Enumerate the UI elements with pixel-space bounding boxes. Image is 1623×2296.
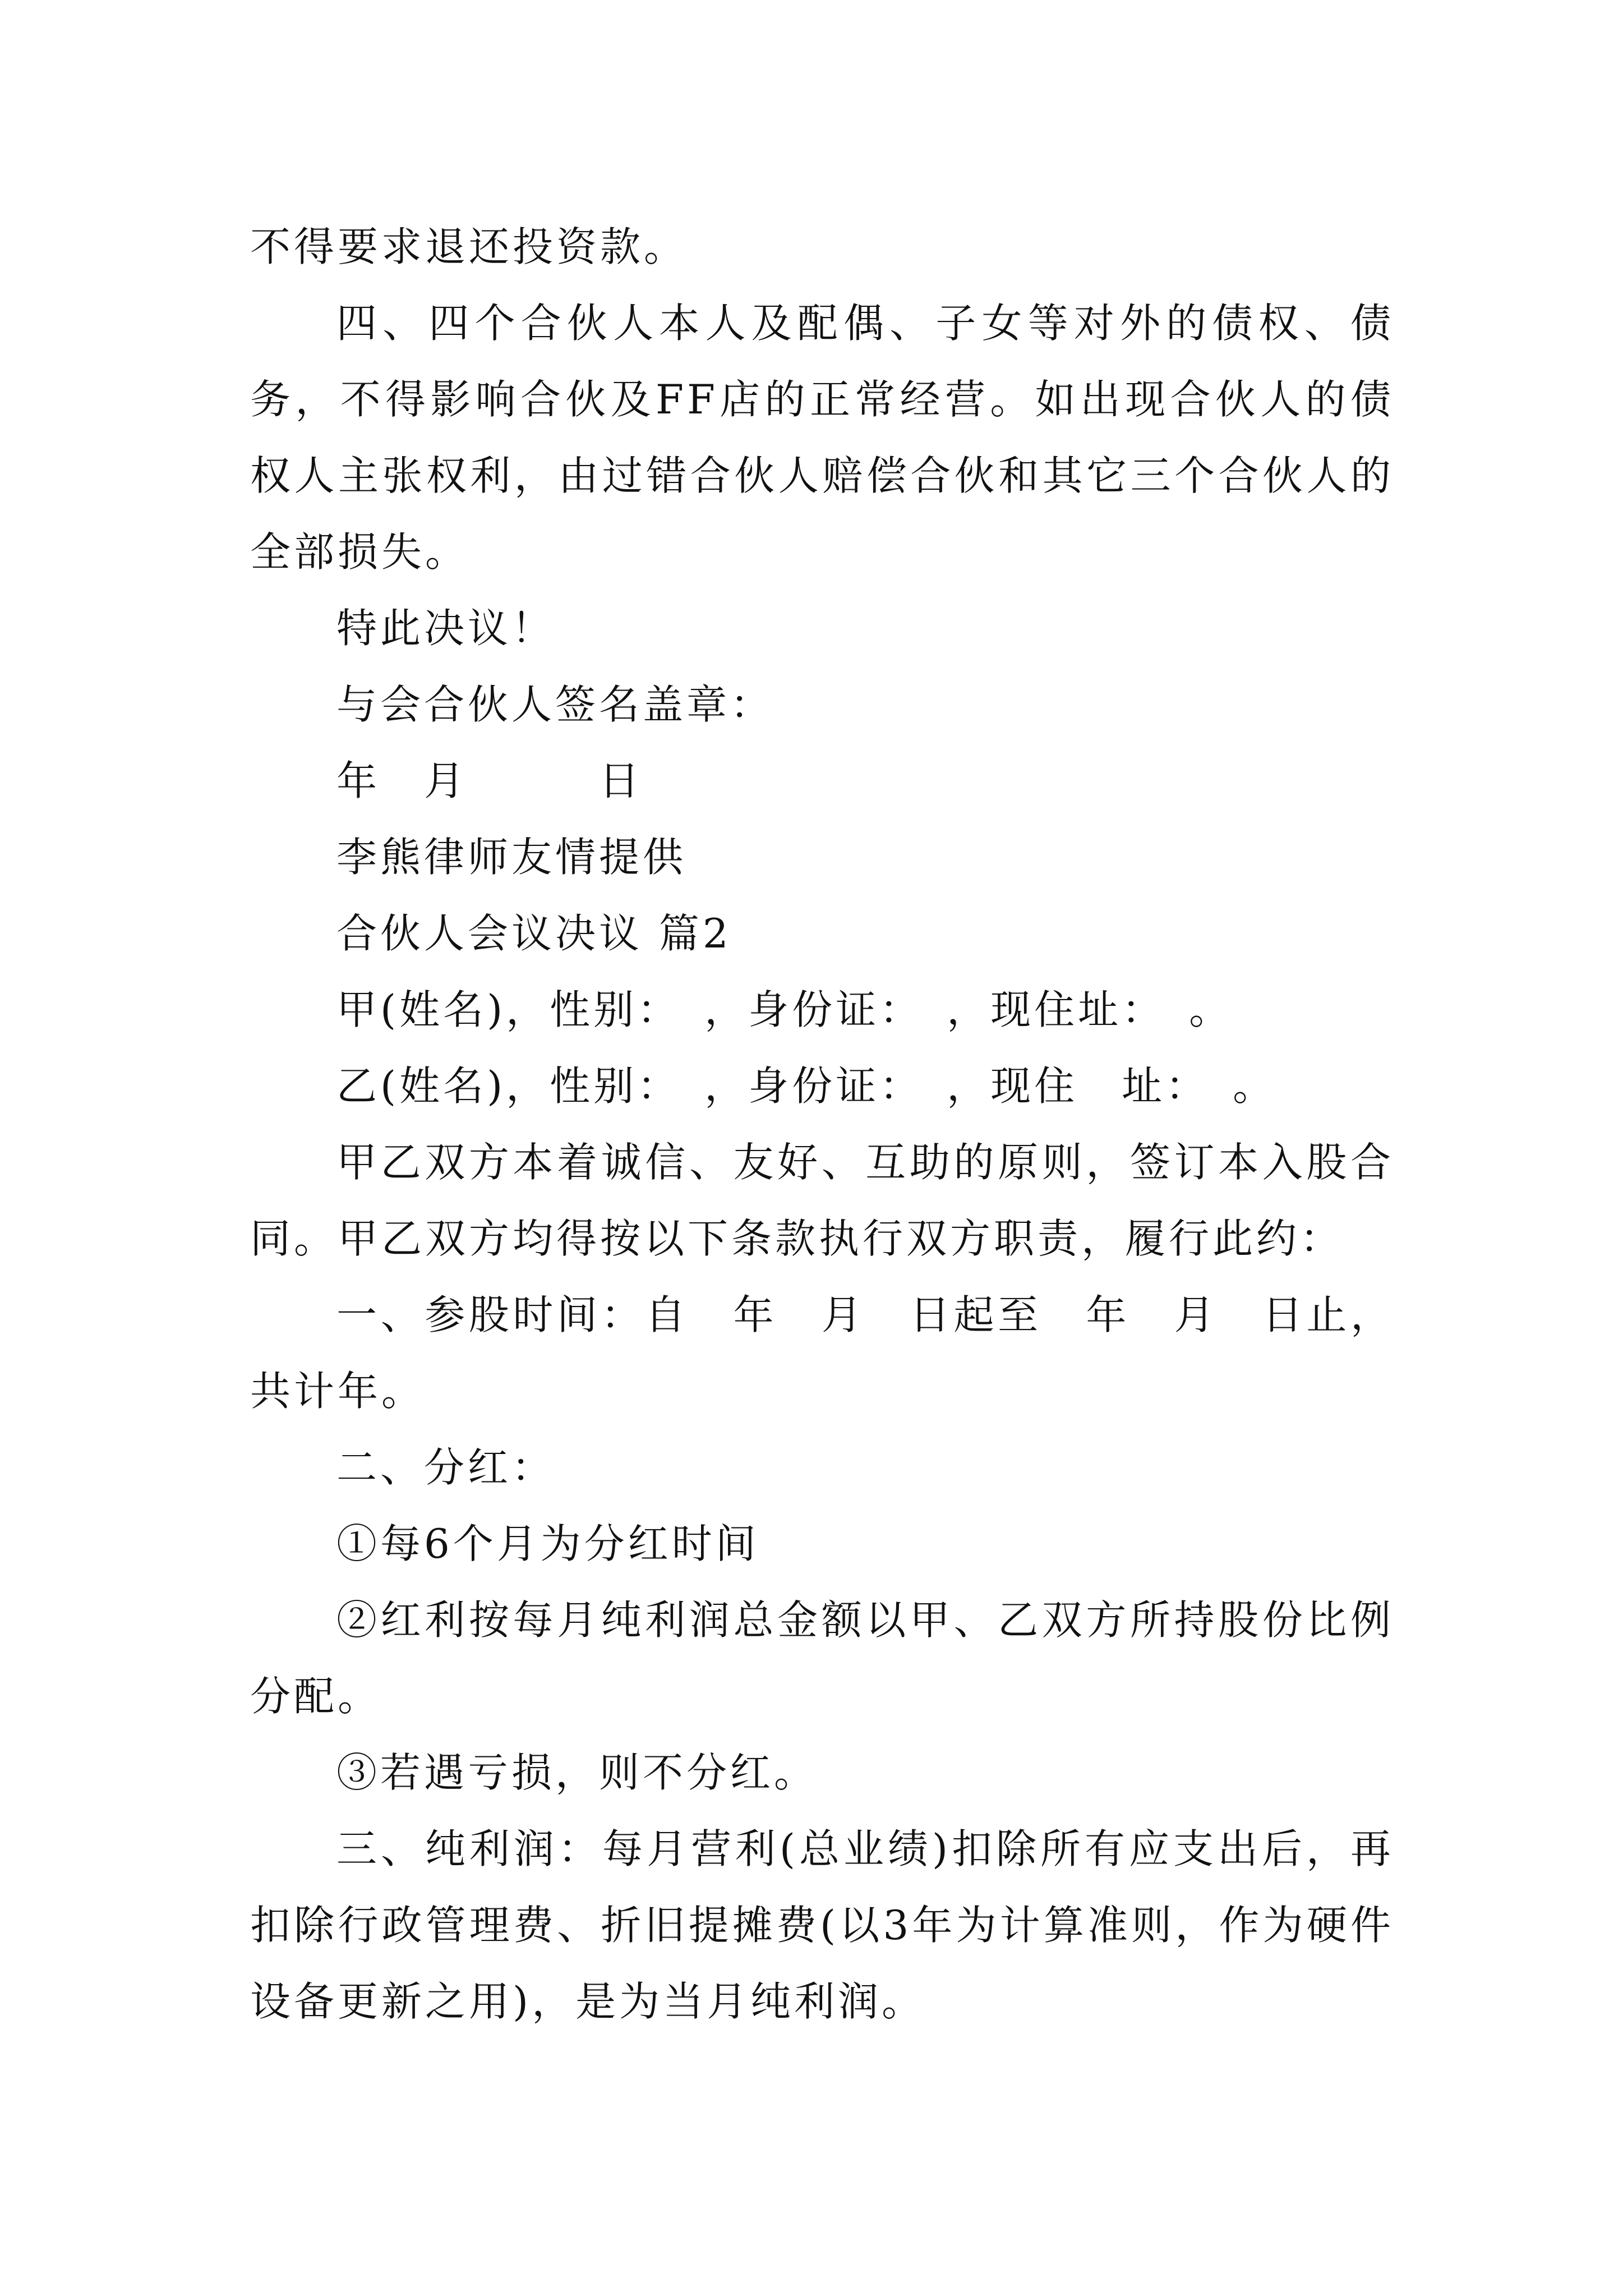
paragraph-13: ①每6个月为分红时间	[336, 1520, 759, 1567]
paragraph-1: 不得要求退还投资款。	[250, 223, 688, 270]
document-body	[250, 209, 1394, 2040]
paragraph-6: 李熊律师友情提供	[336, 834, 687, 881]
paragraph-14: ②红利按每月纯利润总金额以甲、乙双方所持股份比例分配。	[250, 1596, 1394, 1720]
paragraph-3: 特此决议！	[336, 605, 556, 652]
paragraph-16: 三、纯利润：每月营利(总业绩)扣除所有应支出后，再扣除行政管理费、折旧提摊费(以3年为计算准则，作为硬件设备更新之用)，是为当月纯利润。	[250, 1825, 1394, 2025]
paragraph-2: 四、四个合伙人本人及配偶、子女等对外的债权、债务，不得影响合伙及FF店的正常经营。如出现合伙人的债权人主张权利，由过错合伙人赔偿合伙和其它三个合伙人的全部损失。	[250, 300, 1394, 576]
paragraph-15: ③若遇亏损，则不分红。	[336, 1749, 818, 1796]
paragraph-11: 一、参股时间：自 年 月 日起至 年 月 日止，共计年。	[250, 1291, 1394, 1415]
paragraph-5: 年 月 日	[336, 757, 643, 804]
paragraph-12: 二、分红：	[336, 1444, 556, 1491]
paragraph-8: 甲(姓名)，性别： ，身份证： ，现住址： 。	[336, 986, 1233, 1033]
paragraph-9: 乙(姓名)，性别： ，身份证： ，现住 址： 。	[336, 1062, 1277, 1110]
paragraph-10: 甲乙双方本着诚信、友好、互助的原则，签订本入股合同。甲乙双方均得按以下条款执行双方职责，履行此约：	[250, 1139, 1394, 1262]
paragraph-7: 合伙人会议决议 篇2	[336, 910, 732, 957]
paragraph-4: 与会合伙人签名盖章：	[336, 681, 774, 728]
